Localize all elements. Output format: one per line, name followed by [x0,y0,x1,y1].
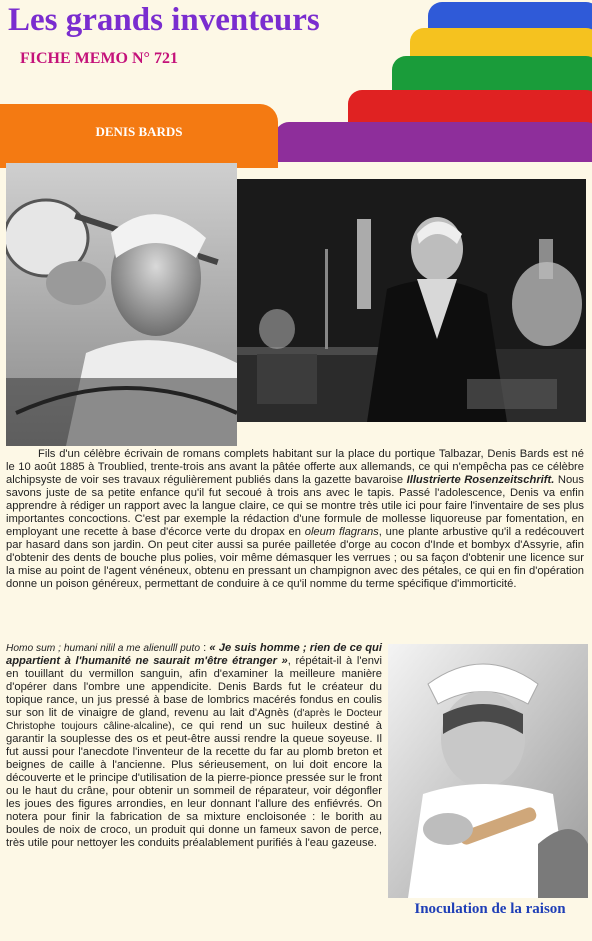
page-header [0,0,592,168]
decor-band-purple [275,122,592,162]
laboratory-scene-photo [237,179,586,422]
intro-text-3: , une plante arbustive qu'il a redécouvert par hasard dans son jardin. On peut citer aussi sa purée pailletée d'orge au cocon d'Inde et bombyx d'Assyrie, afin d'obtenir des dents de bouche plus polies, voir même démasquer les verrues ; ou sa façon d'obtenir une licence sur la mise au point de l'agent vénéneux, obtenu en pressant un champignon avec des pétales, ce qui en fin d'opération donne un poison généreux, permettant de conduire à ce qu'il nomme du terme spécifique d'immorticité. [6,526,584,590]
site-title: Les grands inventeurs [8,2,320,38]
nurse-syringe-photo [388,644,588,898]
intro-text-2: Nous savons juste de sa petite enfance qu'il fut secoué à trois ans avec le tapis. Passé l'adolescence, Denis va enfin apprendre à rédiger un rapport avec la langue claire, ce qui se montre très utile ici pour faire l'inventaire de ses plus importantes concoctions. C'est par exemple la rédaction d'une formule de mollesse liquoreuse par fomentation, en employant une recette à base d'écorce verte du dropax en [6,474,584,538]
article-intro-paragraph [6,448,584,591]
french-quote: « Je suis homme ; rien de ce qui appartient à l'humanité ne saurait m'être étranger » [6,642,382,667]
inventor-name: DENIS BARDS [95,124,183,139]
plant-latin-name: oleum flagrans [304,526,379,538]
memo-label: FICHE MEMO N° 721 [20,50,178,67]
intro-text-1: Fils d'un célèbre écrivain de romans complets habitant sur la place du portique Talbazar, Denis Bards est né le 10 août 1885 à Troublied, trente-trois ans avant la pâtée offerte aux allemands, ce qui n'empêcha pas ce célèbre alchipsyste de voir ses travaux régulièrement publiés dans la gazette bavaroise [6,448,584,486]
nurse-caption: Inoculation de la raison [414,901,566,917]
quote-separator: : [200,642,210,654]
latin-quote: Homo sum ; humani nilil a me alienulll puto [6,643,200,654]
doctor-note: (d'après le Docteur Christophe toujours câline-alcaline) [6,708,383,732]
second-text-2: , ce qui rend un suc huileux destiné à garantir la souplesse des os et peut-être aussi rendre la queue soyeuse. Il fut aussi pour l'anecdote l'inventeur de la recette du far au plomb breton et beignes de caille à l'ancienne. Plus sérieusement, on lui doit encore la découverte et le principe d'utilisation de la pierre-pionce pressée sur le front ou le haut du crâne, pour obtenir un sommeil de réparateur, voir dégonfler les joues des figures arrondies, en leur donnant l'allure des enfiévrés. On notera pour finir la fabrication de sa mixture encloisonée : le borith au boules de noix de croco, un produit qui donne un fameux savon de perce, très utile pour nettoyer les conduits préalablement purifiés à l'eau gazeuse. [6,720,383,849]
article-second-paragraph [6,642,382,850]
second-text-1: , répétait-il à l'envi en touillant du vermillon sanguin, afin d'examiner la meilleure manière d'opérer dans l'ombre une appendicite. Denis Bards fut le créateur du topique rance, un jus pressé à base de lombrics macérés fondus en coulis sur son lit de vinaigre de gland, revenu au lait d'Agnès [6,655,383,719]
gazette-name: Illustrierte Rosenzeitschrift. [406,474,555,486]
scientist-portrait-photo [6,163,237,446]
